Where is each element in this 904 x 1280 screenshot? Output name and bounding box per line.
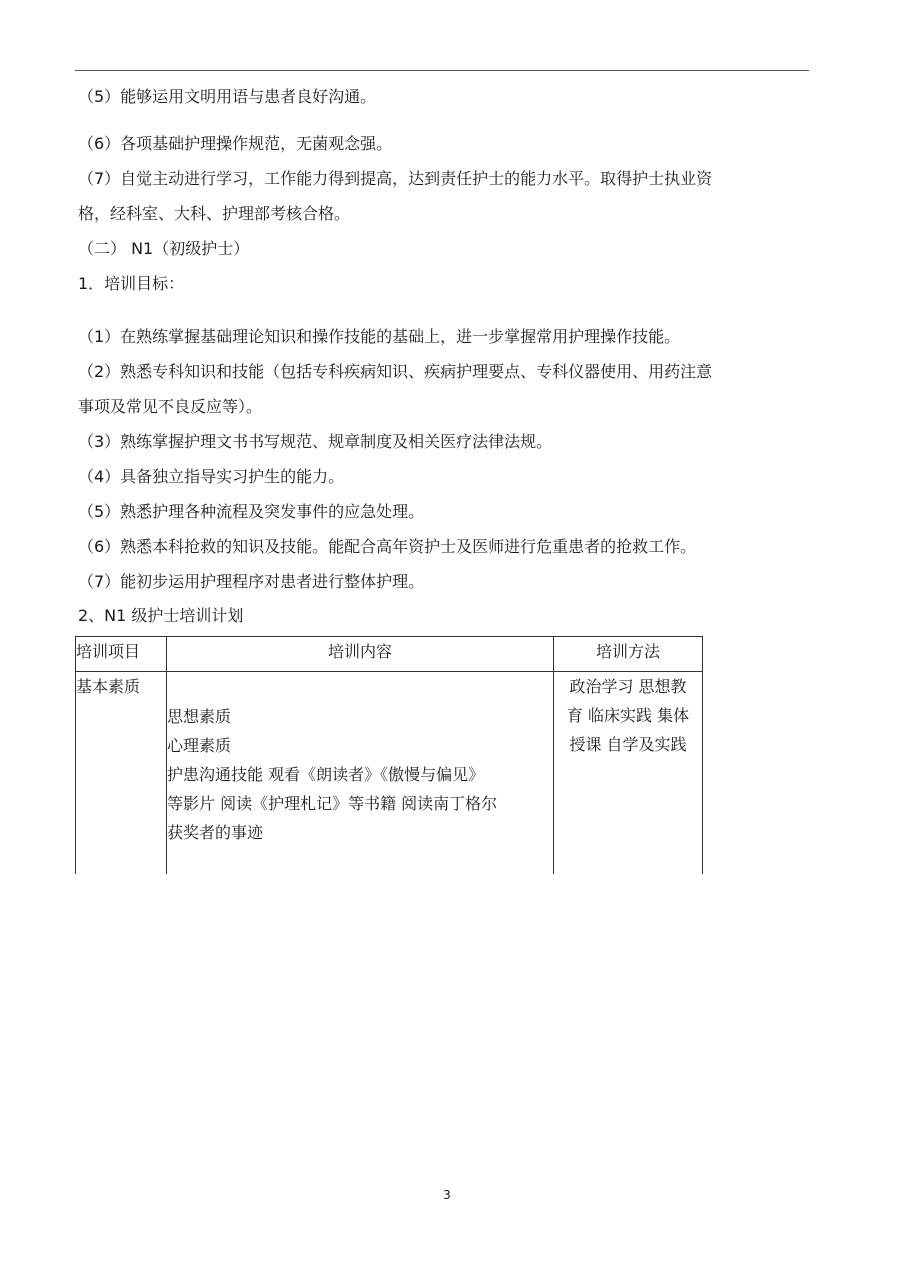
paragraph-line: （7）自觉主动进行学习，工作能力得到提高，达到责任护士的能力水平。取得护士执业资	[78, 169, 713, 188]
paragraph-line: （6）熟悉本科抢救的知识及技能。能配合高年资护士及医师进行危重患者的抢救工作。	[78, 537, 697, 556]
paragraph-line: （6）各项基础护理操作规范，无菌观念强。	[78, 134, 393, 153]
cell-method	[554, 672, 703, 875]
paragraph-line: 事项及常见不良反应等）。	[78, 397, 263, 416]
table-header-row	[76, 637, 703, 672]
section-heading: （二） N1（初级护士）	[78, 239, 250, 258]
item-text: 基本素质	[76, 677, 141, 696]
paragraph-line: （5）能够运用文明用语与患者良好沟通。	[78, 87, 377, 106]
method-line: 政治学习 思想教	[569, 677, 687, 696]
paragraph-line: （2）熟悉专科知识和技能（包括专科疾病知识、疾病护理要点、专科仪器使用、用药注意	[78, 362, 713, 381]
page-number: 3	[443, 1188, 451, 1202]
paragraph-line: （3）熟练掌握护理文书书写规范、规章制度及相关医疗法律法规。	[78, 432, 553, 451]
content-line: 思想素质	[167, 707, 232, 726]
header-rule	[75, 70, 809, 71]
paragraph-line: （7）能初步运用护理程序对患者进行整体护理。	[78, 572, 425, 591]
content-line: 护患沟通技能 观看《朗读者》《傲慢与偏见》	[167, 765, 485, 784]
header-training-method: 培训方法	[554, 637, 703, 672]
cell-item	[76, 672, 167, 875]
content-line: 等影片 阅读《护理札记》等书籍 阅读南丁格尔	[167, 794, 498, 813]
paragraph-line: 格，经科室、大科、护理部考核合格。	[78, 204, 351, 223]
table-row	[76, 672, 703, 875]
method-line: 授课 自学及实践	[569, 735, 687, 754]
paragraph-line: （1）在熟练掌握基础理论知识和操作技能的基础上，进一步掌握常用护理操作技能。	[78, 327, 681, 346]
content-line: 获奖者的事迹	[167, 823, 264, 842]
subsection-heading: 1．培训目标：	[78, 274, 185, 293]
table-caption: 2、N1 级护士培训计划	[78, 606, 244, 625]
training-plan-table	[75, 636, 703, 874]
method-line: 育 临床实践 集体	[566, 706, 690, 725]
content-line: 心理素质	[167, 736, 232, 755]
header-training-content: 培训内容	[167, 637, 554, 672]
paragraph-line: （4）具备独立指导实习护生的能力。	[78, 467, 345, 486]
cell-content	[167, 672, 554, 875]
paragraph-line: （5）熟悉护理各种流程及突发事件的应急处理。	[78, 502, 425, 521]
header-training-item: 培训项目	[76, 637, 167, 672]
